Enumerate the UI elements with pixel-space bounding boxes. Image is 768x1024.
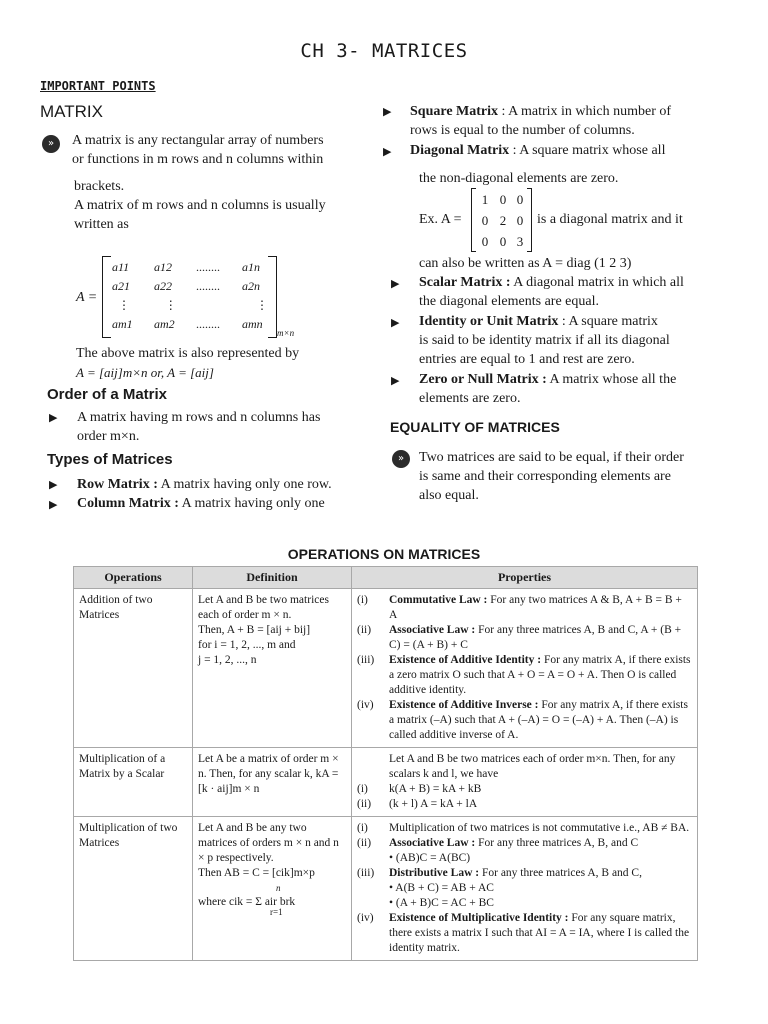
diagonal-example-suffix: is a diagonal matrix and it [537,212,683,227]
property-item: • (A + B)C = AC + BC [389,897,494,909]
right-triangle-icon: ▶ [383,146,392,158]
op-properties [352,817,698,961]
matrix-row: 1 0 0 [481,192,524,207]
diagonal-written-as: can also be written as A = diag (1 2 3) [419,256,632,271]
table-header-row [74,567,698,589]
general-matrix-lhs: A = [76,290,98,305]
right-bracket [268,256,277,338]
matrix-definition-cont: brackets. A matrix of m rows and n columns is usually written as [74,179,326,232]
equality-text: Two matrices are said to be equal, if their order is same and their corresponding elements are also equal. [419,450,684,503]
right-triangle-icon: ▶ [49,499,58,511]
property-item: (ii) (k + l) A = kA + lA [357,798,478,810]
operations-table [73,566,698,961]
equality-heading: EQUALITY OF MATRICES [390,419,560,435]
square-matrix-item: Square Matrix : A matrix in which number of rows is equal to the number of columns. [410,104,672,138]
diagonal-matrix-text: the non-diagonal elements are zero. [419,171,619,186]
matrix-row: am1 am2 ........ amn [112,317,263,331]
property-item: (ii) Associative Law : For any three matrices A, B and C, A + (B + C) = (A + B) + C [357,624,682,651]
column-matrix-item: Column Matrix : A matrix having only one [77,496,325,511]
row-matrix-item: Row Matrix : A matrix having only one row. [77,477,332,492]
property-item: (i) Commutative Law : For any two matrices A & B, A + B = B + A [357,594,682,621]
diagonal-matrix-item: Diagonal Matrix : A square matrix whose all [410,143,666,158]
types-heading: Types of Matrices [47,451,173,468]
matrix-row: 0 2 0 [481,213,524,228]
op-properties: Let A and B be two matrices each of order m×n. Then, for any scalars k and l, we have (i) k(A + B) = kA + kB (ii) (k + l) A = kA + lA [352,748,698,817]
op-name: Addition of two Matrices [74,589,193,748]
property-item: (i) k(A + B) = kA + kB [357,783,482,795]
header-operations: Operations [74,567,193,589]
right-triangle-icon: ▶ [391,375,400,387]
right-triangle-icon: ▶ [383,106,392,118]
order-heading: Order of a Matrix [47,386,168,403]
table-row [74,748,698,817]
matrix-order-subscript: m×n [277,328,295,338]
op-definition: Let A and B be two matrices each of order m × n. Then, A + B = [aij + bij] for i = 1, 2, ..., m and j = 1, 2, ..., n [193,589,352,748]
double-chevron-circle-icon: » [392,450,410,468]
op-definition: Let A and B be any two matrices of orders m × n and n × p respectively. Then AB = C = [cik]m×p n where cik = Σ air brk r=1 [193,817,352,961]
header-definition: Definition [193,567,352,589]
op-name: Multiplication of two Matrices [74,817,193,961]
diagonal-example-matrix [476,189,528,252]
property-item: • (AB)C = A(BC) [389,852,471,864]
right-triangle-icon: ▶ [49,479,58,491]
property-item: (iv) Existence of Multiplicative Identity : For any square matrix, there exists a matrix I such that AI = A = IA, where I is called the identity matrix. [357,912,690,954]
property-item: (iii) Distributive Law : For any three matrices A, B and C, [357,867,642,879]
right-triangle-icon: ▶ [391,317,400,329]
matrix-representation: The above matrix is also represented by A = [aij]m×n or, A = [aij] [76,346,300,380]
table-row [74,589,698,748]
matrix-heading: MATRIX [40,102,103,121]
operations-heading: OPERATIONS ON MATRICES [287,546,481,562]
scalar-matrix-item: Scalar Matrix : A diagonal matrix in which all the diagonal elements are equal. [419,275,684,309]
property-item: (i) Multiplication of two matrices is not commutative i.e., AB ≠ BA. [357,822,690,834]
property-item: • A(B + C) = AB + AC [389,882,494,894]
property-item: (iv) Existence of Additive Inverse : For any matrix A, if there exists a matrix (–A) such that A + (–A) = O = (–A) + A. Then (–A) is called additive inverse of A. [357,699,688,741]
op-definition: Let A be a matrix of order m × n. Then, for any scalar k, kA = [k · aij]m × n [193,748,352,817]
property-item: (ii) Associative Law : For any three matrices A, B, and C [357,837,639,849]
matrix-row: 0 0 3 [481,234,524,249]
right-triangle-icon: ▶ [391,278,400,290]
op-properties [352,589,698,748]
zero-matrix-item: Zero or Null Matrix : A matrix whose all the elements are zero. [419,372,677,406]
right-triangle-icon: ▶ [49,412,58,424]
order-text: A matrix having m rows and n columns has order m×n. [77,410,321,444]
general-matrix-body [112,260,268,336]
page-title: CH 3- MATRICES [300,40,468,62]
matrix-row: a21 a22 ........ a2n [112,279,260,293]
double-chevron-circle-icon: » [42,135,60,153]
matrix-row: ⋮ ⋮ ⋮ [118,298,268,312]
diagonal-example-prefix: Ex. A = [419,212,462,227]
important-points-heading: IMPORTANT POINTS [40,79,156,93]
header-properties: Properties [352,567,698,589]
matrix-definition: A matrix is any rectangular array of numbers or functions in m rows and n columns within [72,133,324,167]
property-item: (iii) Existence of Additive Identity : For any matrix A, if there exists a zero matrix O such that A + O = A = O + A. Then O is called additive identity. [357,654,691,696]
sum-formula: n where cik = Σ air brk r=1 [198,883,296,917]
table-row [74,817,698,961]
op-name: Multiplication of a Matrix by a Scalar [74,748,193,817]
matrix-row: a11 a12 ........ a1n [112,260,260,274]
identity-matrix-item: Identity or Unit Matrix : A square matrix is said to be identity matrix if all its diagonal entries are equal to 1 and rest are zero. [419,314,670,367]
left-bracket [102,256,111,338]
